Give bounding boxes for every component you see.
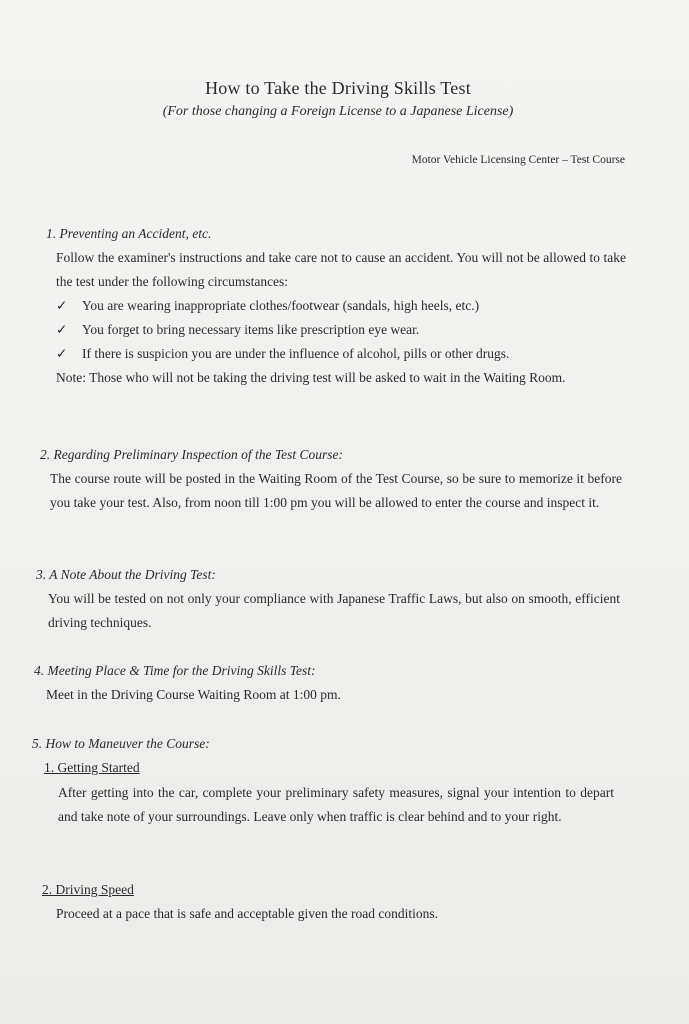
section-1-note: Note: Those who will not be taking the driving test will be asked to wait in the Waiting Room. [56, 370, 566, 385]
check-item-text: You forget to bring necessary items like prescription eye wear. [82, 322, 420, 337]
subsection-1-body: After getting into the car, complete your preliminary safety measures, signal your intention to depart and take note of your surroundings. Leave only when traffic is clear behind and to your right. [58, 785, 614, 824]
checkmark-icon: ✓ [56, 322, 68, 337]
section-2-heading: 2. Regarding Preliminary Inspection of the Test Course: [40, 447, 343, 462]
check-item [56, 294, 626, 318]
section-2 [40, 443, 622, 515]
checkmark-icon: ✓ [56, 346, 68, 361]
section-5-heading: 5. How to Maneuver the Course: [32, 736, 210, 751]
page-title: How to Take the Driving Skills Test [205, 78, 471, 98]
check-item-text: If there is suspicion you are under the influence of alcohol, pills or other drugs. [82, 346, 510, 361]
subsection-1-heading: 1. Getting Started [44, 760, 140, 775]
section-1-heading: 1. Preventing an Accident, etc. [46, 226, 212, 241]
check-item-text: You are wearing inappropriate clothes/footwear (sandals, high heels, etc.) [82, 298, 480, 313]
section-5-part-2 [42, 878, 612, 926]
section-5 [32, 732, 614, 829]
section-4-heading: 4. Meeting Place & Time for the Driving Skills Test: [34, 663, 316, 678]
section-1 [46, 222, 626, 390]
section-4-body: Meet in the Driving Course Waiting Room at 1:00 pm. [46, 687, 341, 702]
subsection-2-body: Proceed at a pace that is safe and acceptable given the road conditions. [56, 906, 438, 921]
checkmark-icon: ✓ [56, 298, 68, 313]
check-item [56, 318, 626, 342]
section-1-body: Follow the examiner's instructions and take care not to cause an accident. You will not be allowed to take the test under the following circumstances: [56, 250, 626, 289]
section-3-heading: 3. A Note About the Driving Test: [36, 567, 216, 582]
check-item [56, 342, 626, 366]
page-subtitle: (For those changing a Foreign License to a Japanese License) [162, 104, 514, 119]
section-4 [34, 659, 614, 707]
issuer-name: Motor Vehicle Licensing Center – Test Course [411, 154, 625, 166]
section-3 [36, 563, 620, 635]
section-2-body: The course route will be posted in the Waiting Room of the Test Course, so be sure to memorize it before you take your test. Also, from noon till 1:00 pm you will be allowed to enter the course and inspect it. [50, 471, 622, 510]
subsection-2-heading: 2. Driving Speed [42, 882, 134, 897]
section-3-body: You will be tested on not only your compliance with Japanese Traffic Laws, but also on smooth, efficient driving techniques. [48, 591, 620, 630]
